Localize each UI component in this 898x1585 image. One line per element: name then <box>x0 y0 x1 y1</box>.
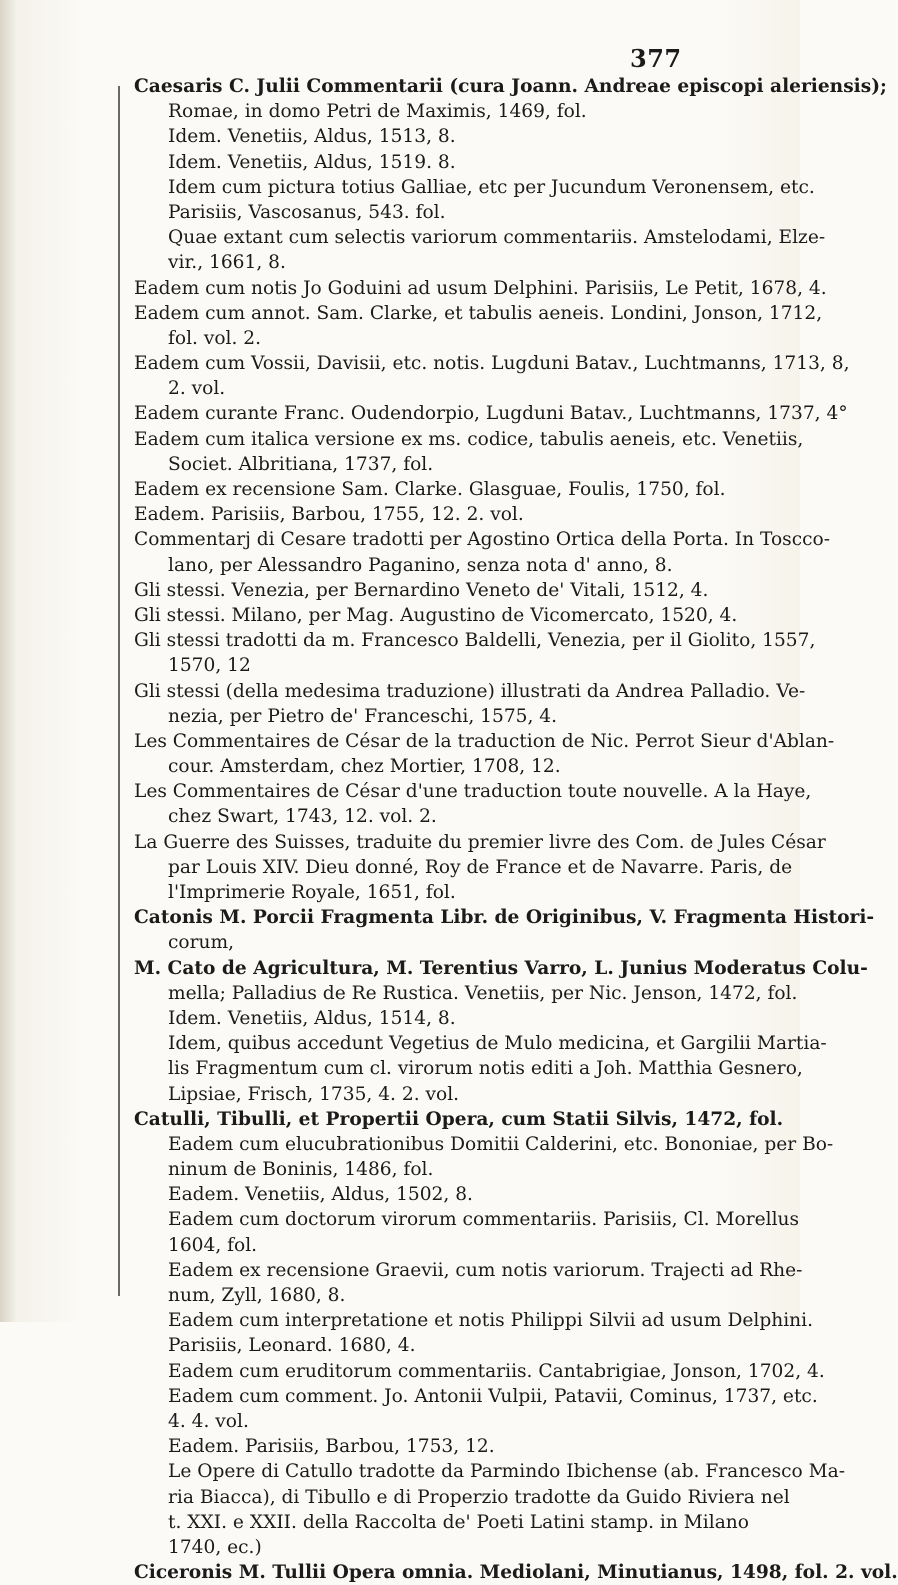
left-margin-rule <box>118 86 120 1296</box>
bibliography-line: La Guerre des Suisses, traduite du premier livre des Com. de Jules César <box>134 831 826 853</box>
bibliography-line: Eadem ex recensione Graevii, cum notis variorum. Trajecti ad Rhe- <box>168 1259 803 1281</box>
bibliography-line: chez Swart, 1743, 12. vol. 2. <box>168 806 437 828</box>
bibliography-line: Commentarj di Cesare tradotti per Agostino Ortica della Porta. In Toscco- <box>134 529 831 551</box>
bibliography-line: Idem. Venetiis, Aldus, 1519. 8. <box>168 151 456 173</box>
bibliography-line: Idem, quibus accedunt Vegetius de Mulo medicina, et Gargilii Martia- <box>168 1033 827 1055</box>
bibliography-line: Ciceronis M. Tullii Opera omnia. Mediolani, Minutianus, 1498, fol. 2. vol. <box>134 1562 898 1584</box>
bibliography-line: Parisiis, Leonard. 1680, 4. <box>168 1335 416 1357</box>
bibliography-line: Societ. Albritiana, 1737, fol. <box>168 453 434 475</box>
bibliography-line: Gli stessi (della medesima traduzione) illustrati da Andrea Palladio. Ve- <box>134 680 806 702</box>
bibliography-line: Les Commentaires de César de la traduction de Nic. Perrot Sieur d'Ablan- <box>134 730 835 752</box>
bibliography-line: Quae extant cum selectis variorum commentariis. Amstelodami, Elze- <box>168 227 826 249</box>
bibliography-line: fol. vol. 2. <box>168 327 262 349</box>
bibliography-line: Gli stessi tradotti da m. Francesco Baldelli, Venezia, per il Giolito, 1557, <box>134 630 816 652</box>
bibliography-line: corum, <box>168 932 235 954</box>
bibliography-line: Eadem cum doctorum virorum commentariis. Parisiis, Cl. Morellus <box>168 1209 800 1231</box>
page-number: 377 <box>630 44 682 73</box>
bibliography-line: Gli stessi. Milano, per Mag. Augustino de Vicomercato, 1520, 4. <box>134 604 738 626</box>
bibliography-line: nezia, per Pietro de' Franceschi, 1575, 4. <box>168 705 558 727</box>
bibliography-line: l'Imprimerie Royale, 1651, fol. <box>168 882 456 903</box>
bibliography-line: Les Commentaires de César d'une traduction toute nouvelle. A la Haye, <box>134 781 812 803</box>
bibliography-line: Eadem cum Vossii, Davisii, etc. notis. Lugduni Batav., Luchtmanns, 1713, 8, <box>134 353 850 375</box>
bibliography-line: 4. 4. vol. <box>168 1410 249 1432</box>
bibliography-line: Idem. Venetiis, Aldus, 1514, 8. <box>168 1007 456 1029</box>
bibliography-line: Eadem cum comment. Jo. Antonii Vulpii, Patavii, Cominus, 1737, etc. <box>168 1385 818 1407</box>
bibliography-line: Eadem cum italica versione ex ms. codice, tabulis aeneis, etc. Venetiis, <box>134 428 804 450</box>
bibliography-line: mella; Palladius de Re Rustica. Venetiis, per Nic. Jenson, 1472, fol. <box>168 982 798 1004</box>
bibliography-line: Eadem ex recensione Sam. Clarke. Glasguae, Foulis, 1750, fol. <box>134 479 726 500</box>
bibliography-line: ninum de Boninis, 1486, fol. <box>168 1159 434 1181</box>
bibliography-line: t. XXI. e XXII. della Raccolta de' Poeti Latini stamp. in Milano <box>168 1511 749 1533</box>
bibliography-line: Parisiis, Vascosanus, 543. fol. <box>168 201 446 223</box>
bibliography-line: Caesaris C. Julii Commentarii (cura Joann. Andreae episcopi aleriensis); <box>134 76 887 97</box>
bibliography-line: lano, per Alessandro Paganino, senza nota d' anno, 8. <box>168 554 673 576</box>
bibliography-line: Catulli, Tibulli, et Propertii Opera, cum Statii Silvis, 1472, fol. <box>134 1108 784 1130</box>
bibliography-line: Eadem cum interpretatione et notis Philippi Silvii ad usum Delphini. <box>168 1310 813 1332</box>
bibliography-line: Eadem curante Franc. Oudendorpio, Lugduni Batav., Luchtmanns, 1737, 4° <box>134 403 848 425</box>
bibliography-line: Eadem cum annot. Sam. Clarke, et tabulis aeneis. Londini, Jonson, 1712, <box>134 302 823 324</box>
bibliography-line: 2. vol. <box>168 378 226 400</box>
bibliography-line: vir., 1661, 8. <box>168 252 286 274</box>
bibliography-line: Eadem cum eruditorum commentariis. Cantabrigiae, Jonson, 1702, 4. <box>168 1360 825 1382</box>
bibliography-line: cour. Amsterdam, chez Mortier, 1708, 12. <box>168 756 561 778</box>
bibliography-line: 1570, 12 <box>168 655 251 677</box>
page-gutter-shadow <box>0 0 16 1322</box>
bibliography-line: lis Fragmentum cum cl. virorum notis editi a Joh. Matthia Gesnero, <box>168 1058 803 1080</box>
bibliography-list <box>134 74 898 1585</box>
bibliography-line: Romae, in domo Petri de Maximis, 1469, fol. <box>168 101 587 123</box>
bibliography-line: Eadem. Parisiis, Barbou, 1753, 12. <box>168 1436 495 1458</box>
bibliography-line: ria Biacca), di Tibullo e di Properzio tradotte da Guido Riviera nel <box>168 1486 790 1508</box>
bibliography-line: num, Zyll, 1680, 8. <box>168 1285 346 1306</box>
bibliography-line: Le Opere di Catullo tradotte da Parmindo Ibichense (ab. Francesco Ma- <box>168 1461 846 1483</box>
bibliography-line: 1604, fol. <box>168 1234 258 1256</box>
bibliography-line: M. Cato de Agricultura, M. Terentius Varro, L. Junius Moderatus Colu- <box>134 957 868 979</box>
bibliography-line: Idem. Venetiis, Aldus, 1513, 8. <box>168 126 456 148</box>
bibliography-line: Eadem cum elucubrationibus Domitii Calderini, etc. Bononiae, per Bo- <box>168 1133 834 1155</box>
bibliography-line: Lipsiae, Frisch, 1735, 4. 2. vol. <box>168 1083 460 1105</box>
bibliography-line: Gli stessi. Venezia, per Bernardino Veneto de' Vitali, 1512, 4. <box>134 579 709 601</box>
bibliography-line: Eadem. Parisiis, Barbou, 1755, 12. 2. vol. <box>134 504 524 526</box>
bibliography-line: Eadem. Venetiis, Aldus, 1502, 8. <box>168 1184 473 1206</box>
bibliography-line: par Louis XIV. Dieu donné, Roy de France et de Navarre. Paris, de <box>168 856 793 878</box>
bibliography-line: Catonis M. Porcii Fragmenta Libr. de Originibus, V. Fragmenta Histori- <box>134 907 875 929</box>
bibliography-line: Idem cum pictura totius Galliae, etc per Jucundum Veronensem, etc. <box>168 176 815 198</box>
bibliography-line: 1740, ec.) <box>168 1536 262 1558</box>
bibliography-line: Eadem cum notis Jo Goduini ad usum Delphini. Parisiis, Le Petit, 1678, 4. <box>134 277 827 299</box>
